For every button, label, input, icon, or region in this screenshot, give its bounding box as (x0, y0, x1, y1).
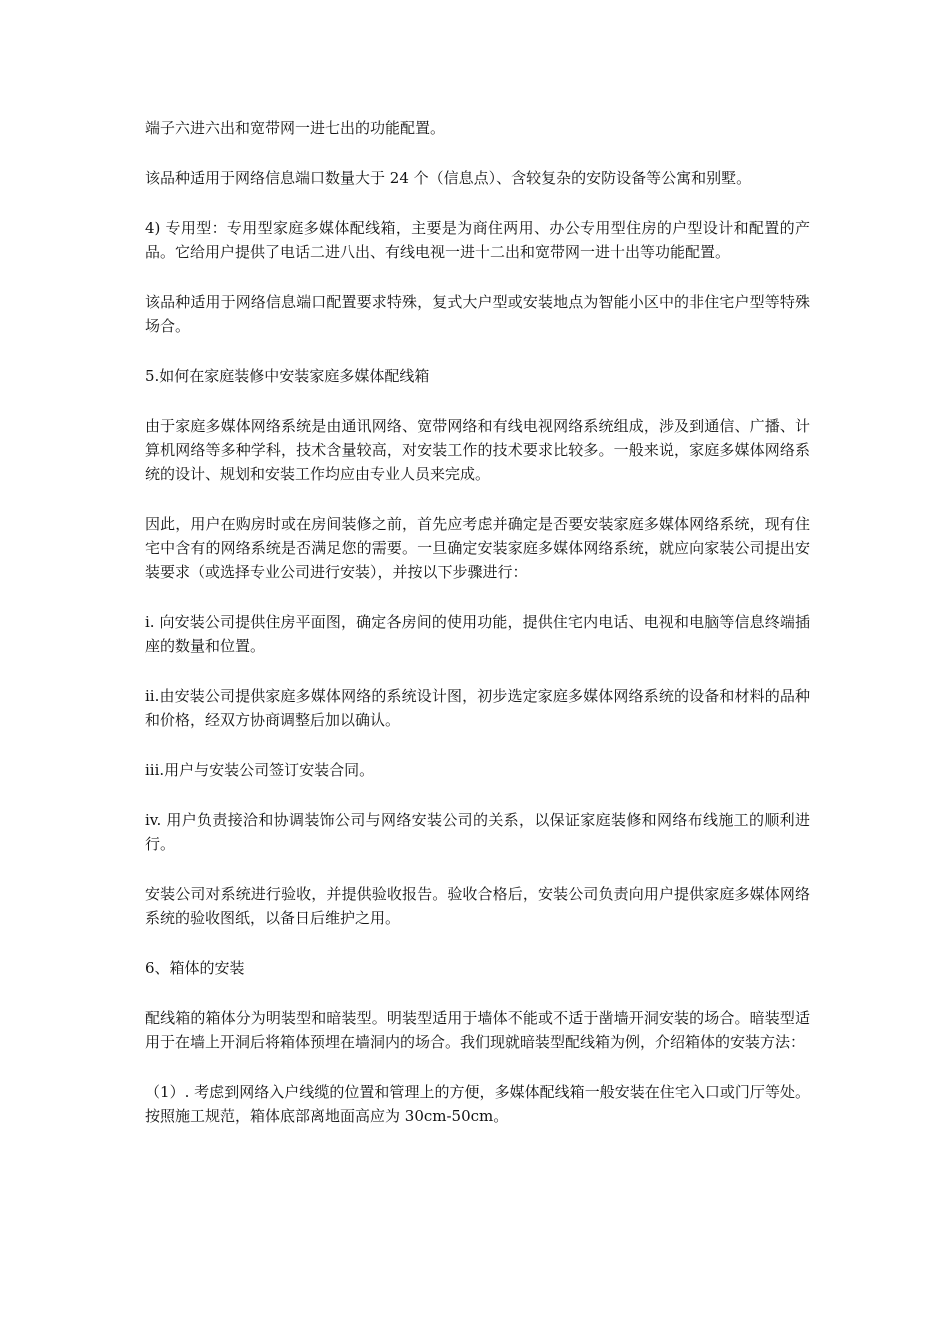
list-item-step-iii: iii.用户与安装公司签订安装合同。 (145, 761, 375, 779)
section-heading-installation-how: 5.如何在家庭装修中安装家庭多媒体配线箱 (145, 367, 430, 385)
paragraph-cabinet-position: （1）. 考虑到网络入户线缆的位置和管理上的方便，多媒体配线箱一般安装在住宅入口或门厅等处。按照施工规范，箱体底部离地面高应为 30cm-50cm。 (145, 1083, 810, 1125)
paragraph-terminal-config: 端子六进六出和宽带网一进七出的功能配置。 (145, 119, 446, 137)
document-body (145, 116, 810, 1154)
list-item-step-ii: ii.由安装公司提供家庭多媒体网络的系统设计图，初步选定家庭多媒体网络系统的设备和材料的品种和价格，经双方协商调整后加以确认。 (145, 687, 810, 729)
paragraph-cabinet-types: 配线箱的箱体分为明装型和暗装型。明装型适用于墙体不能或不适于凿墙开洞安装的场合。暗装型适用于在墙上开洞后将箱体预埋在墙洞内的场合。我们现就暗装型配线箱为例，介绍箱体的安装方法： (145, 1009, 810, 1051)
paragraph-applicability-villas: 该品种适用于网络信息端口数量大于 24 个（信息点）、含较复杂的安防设备等公寓和别墅。 (145, 169, 752, 187)
list-item-step-iv: iv. 用户负责接洽和协调装饰公司与网络安装公司的关系，以保证家庭装修和网络布线施工的顺利进行。 (145, 811, 810, 853)
paragraph-installation-steps-intro: 因此，用户在购房时或在房间装修之前，首先应考虑并确定是否要安装家庭多媒体网络系统，现有住宅中含有的网络系统是否满足您的需要。一旦确定安装家庭多媒体网络系统，就应向家装公司提出安装要求（或选择专业公司进行安装），并按以下步骤进行： (145, 515, 810, 581)
paragraph-acceptance: 安装公司对系统进行验收，并提供验收报告。验收合格后，安装公司负责向用户提供家庭多媒体网络系统的验收图纸，以备日后维护之用。 (145, 885, 810, 927)
paragraph-special-applicability: 该品种适用于网络信息端口配置要求特殊，复式大户型或安装地点为智能小区中的非住宅户型等特殊场合。 (145, 293, 810, 335)
section-heading-cabinet-installation: 6、箱体的安装 (145, 959, 245, 977)
paragraph-special-type: 4) 专用型：专用型家庭多媒体配线箱，主要是为商住两用、办公专用型住房的户型设计和配置的产品。它给用户提供了电话二进八出、有线电视一进十二出和宽带网一进十出等功能配置。 (145, 219, 810, 261)
list-item-step-i: i. 向安装公司提供住房平面图，确定各房间的使用功能，提供住宅内电话、电视和电脑等信息终端插座的数量和位置。 (145, 613, 810, 655)
paragraph-system-composition: 由于家庭多媒体网络系统是由通讯网络、宽带网络和有线电视网络系统组成，涉及到通信、广播、计算机网络等多种学科，技术含量较高，对安装工作的技术要求比较多。一般来说，家庭多媒体网络系统的设计、规划和安装工作均应由专业人员来完成。 (145, 417, 810, 483)
